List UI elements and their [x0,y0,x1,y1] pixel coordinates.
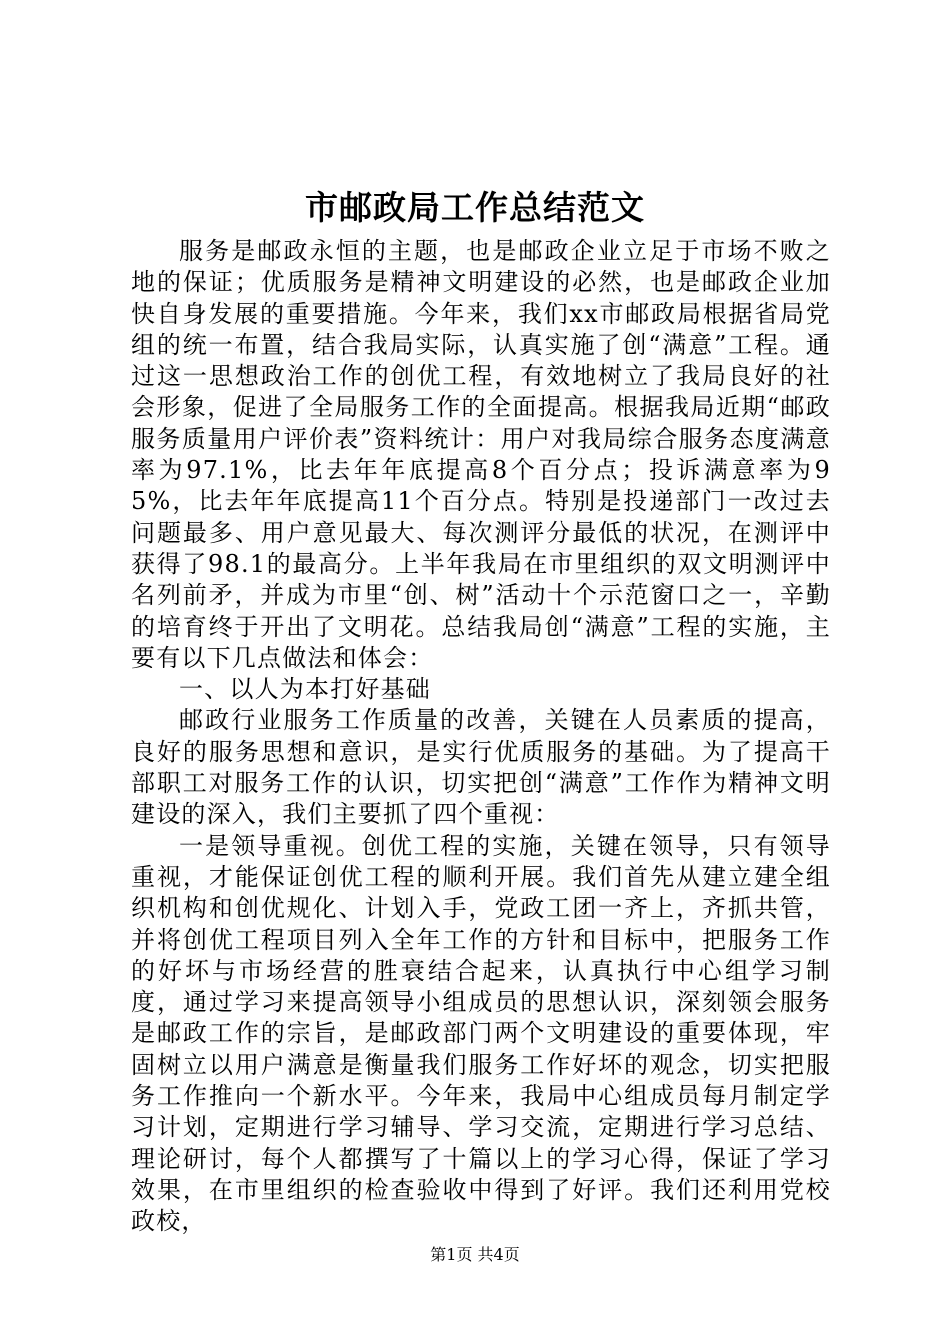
section-heading-1: 一、以人为本打好基础 [179,675,431,704]
document-body [131,236,831,1238]
paragraph-section-1: 邮政行业服务工作质量的改善，关键在人员素质的提高，良好的服务思想和意识，是实行优质服务的基础。为了提高干部职工对服务工作的认识，切实把创“满意”工作作为精神文明建设的深入，我们主要抓了四个重视： [131,706,831,829]
paragraph-leadership: 一是领导重视。创优工程的实施，关键在领导，只有领导重视，才能保证创优工程的顺利开展。我们首先从建立建全组织机构和创优规化、计划入手，党政工团一齐上，齐抓共管，并将创优工程项目列入全年工作的方针和目标中，把服务工作的好坏与市场经营的胜衰结合起来，认真执行中心组学习制度，通过学习来提高领导小组成员的思想认识，深刻领会服务是邮政工作的宗旨，是邮政部门两个文明建设的重要体现，牢固树立以用户满意是衡量我们服务工作好坏的观念，切实把服务工作推向一个新水平。今年来，我局中心组成员每月制定学习计划，定期进行学习辅导、学习交流，定期进行学习总结、理论研讨，每个人都撰写了十篇以上的学习心得，保证了学习效果，在市里组织的检查验收中得到了好评。我们还利用党校政校， [131,831,831,1236]
document-title: 市邮政局工作总结范文 [305,188,645,227]
paragraph-intro: 服务是邮政永恒的主题，也是邮政企业立足于市场不败之地的保证；优质服务是精神文明建设的必然，也是邮政企业加快自身发展的重要措施。今年来，我们xx市邮政局根据省局党组的统一布置，结合我局实际，认真实施了创“满意”工程。通过这一思想政治工作的创优工程，有效地树立了我局良好的社会形象，促进了全局服务工作的全面提高。根据我局近期“邮政服务质量用户评价表”资料统计：用户对我局综合服务态度满意率为97.1%，比去年年底提高8个百分点；投诉满意率为95%，比去年年底提高11个百分点。特别是投递部门一改过去问题最多、用户意见最大、每次测评分最低的状况，在测评中获得了98.1的最高分。上半年我局在市里组织的双文明测评中名列前矛，并成为市里“创、树”活动十个示范窗口之一，辛勤的培育终于开出了文明花。总结我局创“满意”工程的实施，主要有以下几点做法和体会： [131,237,831,672]
page-footer: 第1页 共4页 [430,1245,520,1264]
